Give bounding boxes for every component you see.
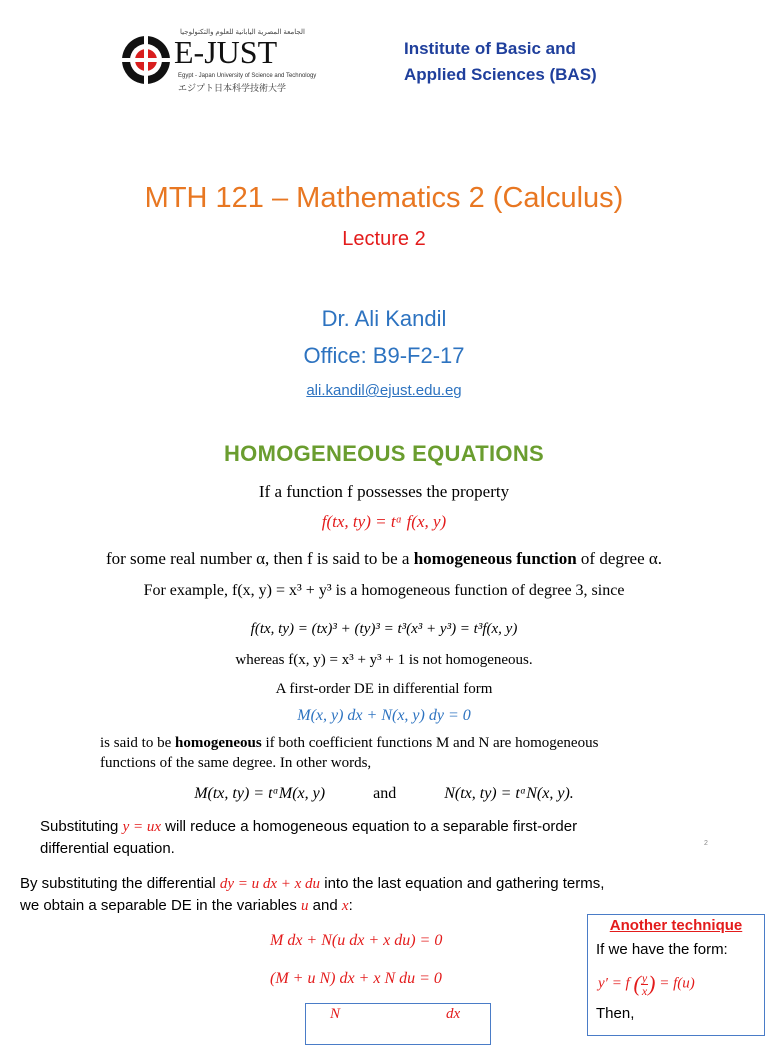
institute-line-2: Applied Sciences (BAS) bbox=[404, 65, 597, 84]
technique-line-1: If we have the form: bbox=[596, 941, 728, 958]
differential-line-1 bbox=[20, 873, 604, 895]
technique-equation: y′ = f ( $\frac{y}{x}$ ) = f(u) bbox=[598, 970, 695, 998]
definition-term: homogeneous function bbox=[413, 549, 577, 568]
definition-text-b: of degree α. bbox=[576, 549, 663, 568]
logo-japanese-text: エジプト日本科学技術大学 bbox=[178, 83, 287, 93]
homogeneous-term: homogeneous bbox=[175, 735, 262, 751]
differential-colon: : bbox=[348, 897, 353, 914]
de-form-equation: M(x, y) dx + N(x, y) dy = 0 bbox=[297, 707, 471, 724]
lecture-number: Lecture 2 bbox=[342, 228, 426, 250]
substitution-note bbox=[40, 816, 577, 860]
institute-line-1: Institute of Basic and bbox=[404, 39, 576, 58]
office-location: Office: B9-F2-17 bbox=[303, 343, 465, 368]
separable-equation-2: (M + u N) dx + x N du = 0 bbox=[270, 970, 442, 987]
technique-eq-left: y′ = f bbox=[598, 975, 630, 992]
homogeneous-condition-equation bbox=[0, 785, 768, 803]
condition-and: and bbox=[373, 785, 397, 802]
example-equation: f(tx, ty) = (tx)³ + (ty)³ = t³(x³ + y³) = t³f(x, y) bbox=[250, 621, 518, 637]
differential-equation: dy = u dx + x du bbox=[219, 876, 321, 892]
technique-title: Another technique bbox=[609, 917, 743, 934]
example-line-2: whereas f(x, y) = x³ + y³ + 1 is not homogeneous. bbox=[235, 652, 533, 668]
homogeneous-text-b: if both coefficient functions M and N are homogeneous bbox=[261, 735, 599, 751]
variable-x: x bbox=[341, 898, 349, 914]
institute-name bbox=[404, 36, 597, 88]
section-heading: HOMOGENEOUS EQUATIONS bbox=[223, 441, 545, 466]
email-link[interactable]: ali.kandil@ejust.edu.eg bbox=[306, 382, 462, 399]
logo-emblem-icon bbox=[120, 32, 172, 88]
fraction-den-x: x bbox=[641, 983, 648, 998]
differential-line-2 bbox=[20, 895, 604, 917]
substitution-text-b: will reduce a homogeneous equation to a separable first-order bbox=[161, 818, 578, 835]
substitution-line-1 bbox=[40, 816, 577, 838]
definition-equation: f(tx, ty) = tᵅ f(x, y) bbox=[321, 512, 447, 531]
technique-then: Then, bbox=[596, 1005, 635, 1022]
substitution-equation: y = ux bbox=[122, 819, 161, 835]
example-line-1: For example, f(x, y) = x³ + y³ is a homogeneous function of degree 3, since bbox=[143, 582, 625, 599]
course-title: MTH 121 – Mathematics 2 (Calculus) bbox=[144, 182, 624, 214]
substitution-text-a: Substituting bbox=[40, 818, 123, 835]
technique-eq-right: = f(u) bbox=[659, 975, 695, 992]
differential-note bbox=[20, 873, 604, 917]
condition-right: N(tx, ty) = tᵅN(x, y). bbox=[444, 785, 574, 802]
substitution-line-2: differential equation. bbox=[40, 840, 175, 857]
logo-subtitle: Egypt - Japan University of Science and Technology bbox=[178, 73, 317, 79]
lecturer-name: Dr. Ali Kandil bbox=[321, 306, 447, 331]
variable-u: u bbox=[301, 898, 309, 914]
fraction-num-y: y bbox=[641, 970, 648, 985]
ejust-logo bbox=[120, 28, 317, 96]
logo-arabic-text: الجامعة المصرية اليابانية للعلوم والتكنولوجيا bbox=[180, 29, 305, 36]
differential-and: and bbox=[308, 897, 342, 914]
homogeneous-text-a: is said to be bbox=[100, 735, 175, 751]
homogeneous-line-1 bbox=[100, 735, 598, 752]
differential-text-c: we obtain a separable DE in the variables bbox=[20, 897, 302, 914]
definition-line-1: If a function f possesses the property bbox=[258, 482, 510, 501]
separated-fraction-box bbox=[305, 1003, 491, 1045]
page-number: 2 bbox=[704, 840, 708, 847]
definition-text-a: for some real number α, then f is said to be a bbox=[105, 549, 414, 568]
de-form-line: A first-order DE in differential form bbox=[275, 681, 493, 697]
definition-line-2 bbox=[0, 549, 768, 569]
another-technique-box bbox=[587, 914, 765, 1036]
logo-brand-text: E-JUST bbox=[174, 34, 278, 70]
fraction-numerator-dx: dx bbox=[446, 1006, 461, 1022]
differential-text-b: into the last equation and gathering terms, bbox=[320, 875, 605, 892]
separable-equation-1: M dx + N(u dx + x du) = 0 bbox=[270, 932, 443, 949]
differential-text-a: By substituting the differential bbox=[20, 875, 220, 892]
fraction-numerator-n: N bbox=[330, 1006, 341, 1022]
homogeneous-line-2: functions of the same degree. In other words, bbox=[100, 755, 372, 771]
condition-left: M(tx, ty) = tᵅM(x, y) bbox=[194, 785, 326, 802]
